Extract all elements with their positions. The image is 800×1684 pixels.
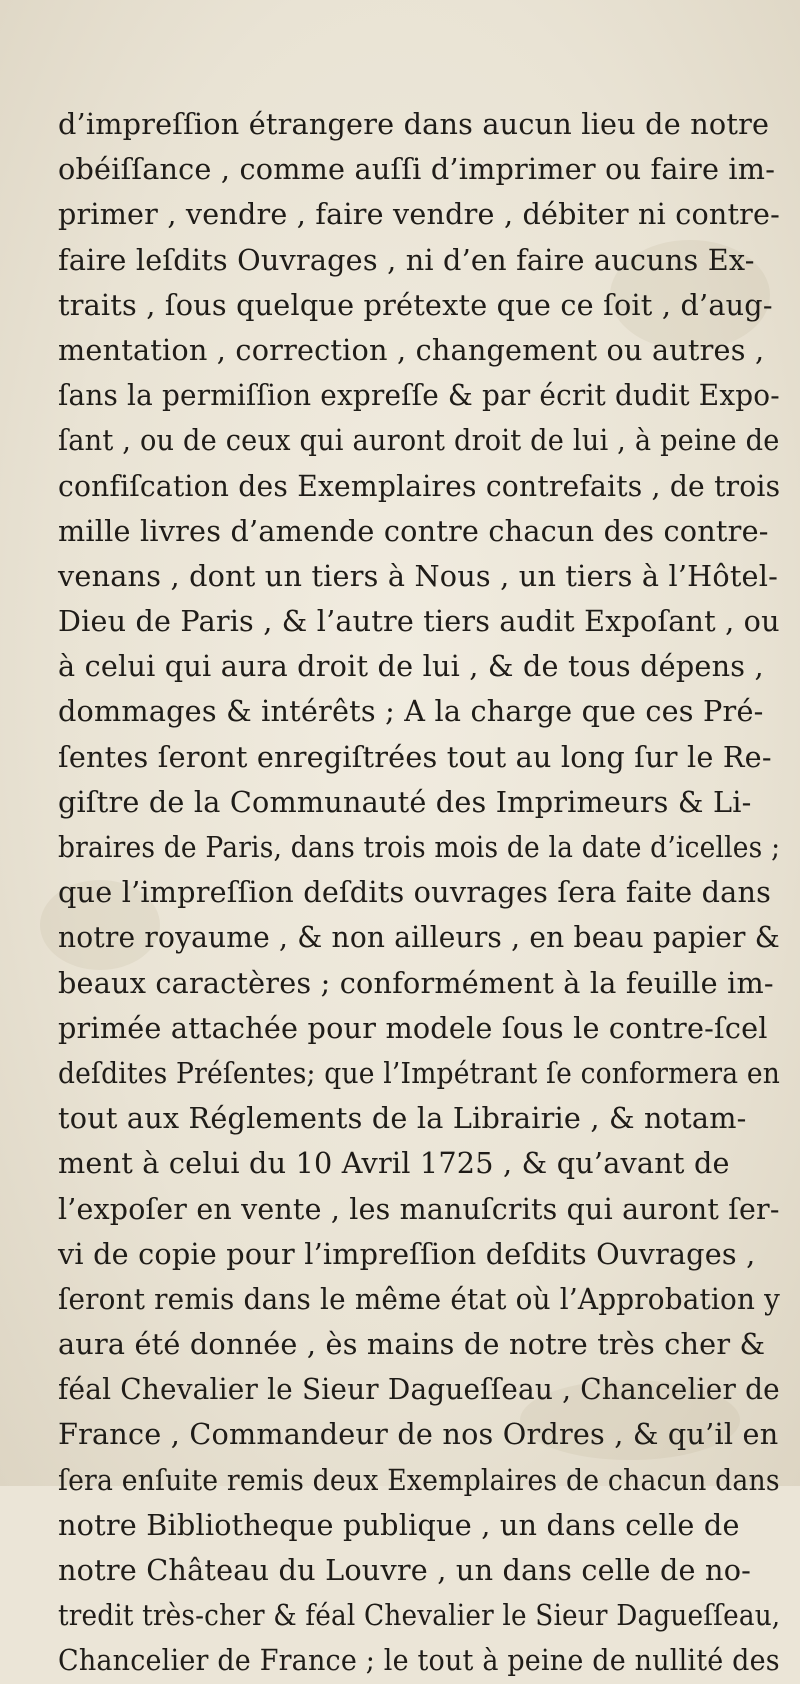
text-line: ment à celui du 10 Avril 1725 , & qu’avant de (58, 1146, 730, 1181)
text-line: ſera enſuite remis deux Exemplaires de chacun dans (58, 1462, 780, 1497)
text-line: mentation , correction , changement ou autres , (58, 332, 765, 367)
text-line: braires de Paris, dans trois mois de la date d’icelles ; (58, 830, 781, 864)
text-line: ſentes ſeront enregiſtrées tout au long ſur le Re- (58, 739, 772, 774)
text-line: notre royaume , & non ailleurs , en beau papier & (58, 920, 780, 955)
text-line: dommages & intérêts ; A la charge que ces Pré- (58, 694, 764, 729)
text-line: faire leſdits Ouvrages , ni d’en faire aucuns Ex- (58, 242, 755, 277)
text-line: d’impreſſion étrangere dans aucun lieu de notre (58, 107, 770, 141)
text-line: féal Chevalier le Sieur Dagueſſeau , Chancelier de (58, 1372, 780, 1407)
text-line: primée attachée pour modele ſous le contre-ſcel (58, 1010, 768, 1045)
text-line: obéiſſance , comme auſſi d’imprimer ou faire im- (58, 152, 776, 187)
text-line: notre Château du Louvre , un dans celle de no- (58, 1553, 752, 1587)
text-line: confiſcation des Exemplaires contrefaits , de trois (58, 468, 781, 503)
text-line: Dieu de Paris , & l’autre tiers audit Expoſant , ou (58, 604, 780, 639)
text-line: tout aux Réglements de la Librairie , & notam- (58, 1101, 747, 1136)
text-line: notre Bibliotheque publique , un dans celle de (58, 1507, 740, 1542)
printed-text-block (58, 102, 788, 1684)
text-line: Chancelier de France ; le tout à peine de nullité des (58, 1643, 780, 1678)
text-line: que l’impreſſion deſdits ouvrages ſera faite dans (58, 875, 772, 910)
text-line: primer , vendre , faire vendre , débiter ni contre- (58, 197, 781, 232)
text-line: aura été donnée , ès mains de notre très cher & (58, 1327, 766, 1362)
text-line: deſdites Préſentes; que l’Impétrant ſe conformera en (58, 1055, 780, 1090)
text-line: traits , ſous quelque prétexte que ce ſoit , d’aug- (58, 287, 773, 322)
text-line: venans , dont un tiers à Nous , un tiers à l’Hôtel- (58, 558, 778, 593)
text-line: mille livres d’amende contre chacun des contre- (58, 513, 769, 548)
text-line: France , Commandeur de nos Ordres , & qu’il en (58, 1417, 779, 1452)
text-line: beaux caractères ; conformément à la feuille im- (58, 965, 774, 1000)
text-line: vi de copie pour l’impreſſion deſdits Ouvrages , (58, 1236, 756, 1271)
text-line: giſtre de la Communauté des Imprimeurs & Li- (58, 784, 752, 819)
text-line: à celui qui aura droit de lui , & de tous dépens , (58, 649, 764, 684)
text-line: ſans la permiſſion expreſſe & par écrit dudit Expo- (58, 378, 780, 413)
text-line: ſeront remis dans le même état où l’Approbation y (58, 1281, 781, 1316)
text-line: ſant , ou de ceux qui auront droit de lui , à peine de (58, 423, 780, 458)
text-line: tredit très-cher & féal Chevalier le Sieur Dagueſſeau, (58, 1598, 781, 1633)
text-line: l’expoſer en vente , les manuſcrits qui auront ſer- (58, 1191, 780, 1226)
